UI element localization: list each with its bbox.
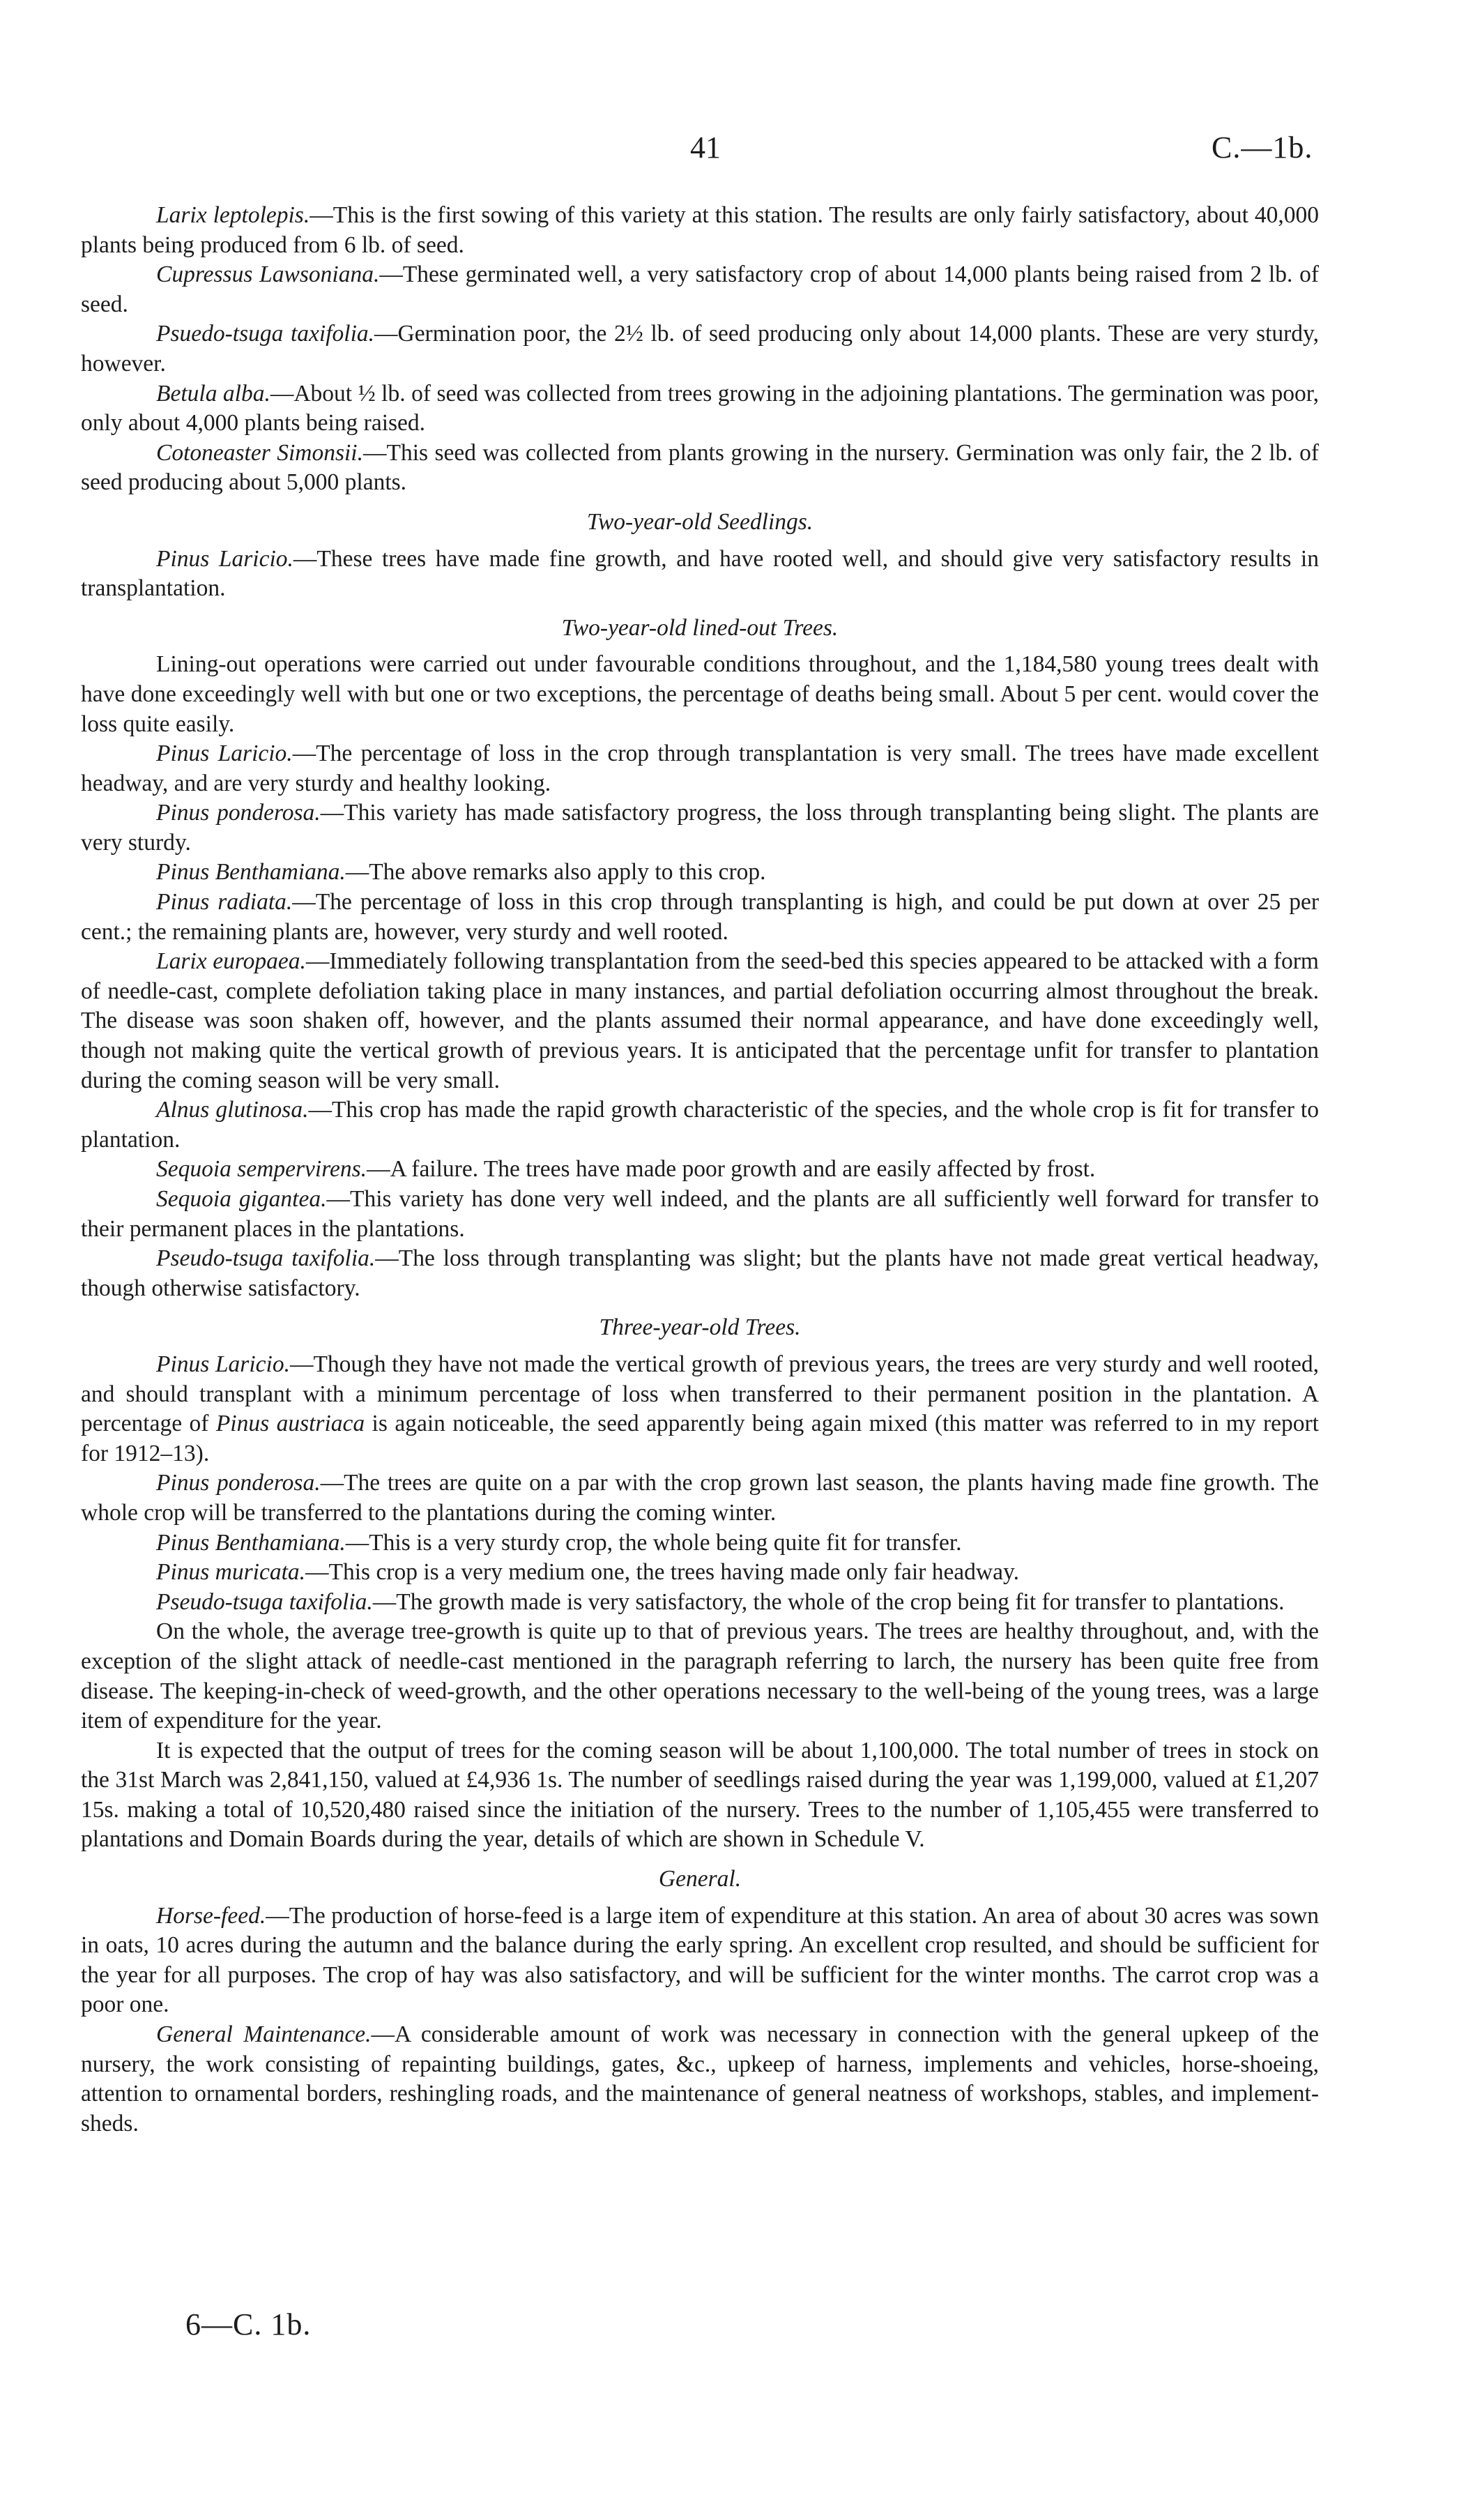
document-reference: C.—1b. <box>1212 130 1313 165</box>
topic-name: Horse-feed. <box>156 1902 266 1929</box>
paragraph-pinus-laricio-three-year <box>81 1350 1319 1468</box>
species-name: Sequoia sempervirens. <box>156 1156 367 1183</box>
species-name: Pinus Laricio. <box>156 1351 290 1377</box>
paragraph-text: —Germination poor, the 2½ lb. of seed producing only about 14,000 plants. These are very sturdy, however. <box>81 321 1319 377</box>
species-name: Pinus ponderosa. <box>156 1470 321 1496</box>
paragraph-text: —A considerable amount of work was necessary in connection with the general upkeep of the nursery, the work consisting of repainting buildings, gates, &c., upkeep of harness, implements and vehicles, horse-shoeing, attention to ornamental borders, reshingling roads, and the maintenance of general neatness of workshops, stables, and implement-sheds. <box>81 2021 1319 2136</box>
species-name: Cotoneaster Simonsii. <box>156 439 363 466</box>
paragraph-pinus-muricata <box>81 1558 1319 1588</box>
paragraph-text: —Though they have not made the vertical growth of previous years, the trees are very sturdy and well rooted, and should transplant with a minimum percentage of loss when transferred to their permanent position in the plantation. A percentage of <box>81 1351 1319 1437</box>
paragraph-text: —The loss through transplanting was slight; but the plants have not made great vertical headway, though otherwise satisfactory. <box>81 1245 1319 1301</box>
paragraph-pinus-laricio-seedlings <box>81 545 1319 604</box>
species-name-inline: Pinus austriaca <box>215 1411 365 1437</box>
paragraph-betula-alba <box>81 379 1319 439</box>
paragraph-text-continued: is again noticeable, the seed apparently being again mixed (this matter was referred to in my report for 1912–13). <box>81 1411 1319 1466</box>
paragraph-sequoia-gigantea <box>81 1185 1319 1244</box>
footer-reference: 6—C. 1b. <box>185 2307 312 2341</box>
species-name: Sequoia gigantea. <box>156 1186 327 1212</box>
species-name: Pseudo-tsuga taxifolia. <box>156 1245 376 1272</box>
paragraph-text: —This variety has done very well indeed, and the plants are all sufficiently well forward for transfer to their permanent places in the plantations. <box>81 1186 1319 1242</box>
species-name: Larix leptolepis. <box>156 202 310 228</box>
paragraph-pinus-benthamiana-three-year <box>81 1528 1319 1558</box>
paragraph-pinus-radiata <box>81 888 1319 947</box>
paragraph-pinus-benthamiana-lined <box>81 858 1319 888</box>
paragraph-text: —This crop has made the rapid growth characteristic of the species, and the whole crop is fit for transfer to plantation. <box>81 1097 1319 1153</box>
species-name: Betula alba. <box>156 380 270 407</box>
species-name: Pinus Benthamiana. <box>156 859 346 886</box>
paragraph-lining-out: Lining-out operations were carried out under favourable conditions throughout, and the 1,184,580 young trees dealt with have done exceedingly well with but one or two exceptions, the percentage of deaths being small. About 5 per cent. would cover the loss quite easily. <box>81 651 1319 737</box>
paragraph-text: —The growth made is very satisfactory, the whole of the crop being fit for transfer to plantations. <box>372 1588 1285 1615</box>
paragraph-text: —This variety has made satisfactory progress, the loss through transplanting being slight. The plants are very sturdy. <box>81 800 1319 856</box>
topic-name: General Maintenance. <box>156 2021 372 2048</box>
paragraph-text: —The above remarks also apply to this crop. <box>345 859 766 886</box>
paragraph-text: —These trees have made fine growth, and have rooted well, and should give very satisfactory results in transplantation. <box>81 545 1319 602</box>
species-name: Pinus Laricio. <box>156 741 293 767</box>
species-name: Pinus ponderosa. <box>156 800 321 826</box>
paragraph-general-growth: On the whole, the average tree-growth is quite up to that of previous years. The trees are healthy throughout, and, with the exception of the slight attack of needle-cast mentioned in the paragraph referring to larch, the nursery has been quite free from disease. The keeping-in-check of weed-growth, and the other operations necessary to the well-being of the young trees, was a large item of expenditure for the year. <box>81 1618 1319 1734</box>
report-body <box>81 201 1319 2139</box>
species-name: Cupressus Lawsoniana. <box>156 261 380 288</box>
paragraph-pinus-ponderosa-three-year <box>81 1468 1319 1528</box>
paragraph-horse-feed <box>81 1902 1319 2020</box>
paragraph-text: —A failure. The trees have made poor growth and are easily affected by frost. <box>367 1156 1096 1183</box>
paragraph-sequoia-sempervirens <box>81 1155 1319 1185</box>
paragraph-output-stock: It is expected that the output of trees for the coming season will be about 1,100,000. The total number of trees in stock on the 31st March was 2,841,150, valued at £4,936 1s. The number of seedlings raised during the year was 1,199,000, valued at £1,207 15s. making a total of 10,520,480 raised since the initiation of the nursery. Trees to the number of 1,105,455 were transferred to plantations and Domain Boards during the year, details of which are shown in Schedule V. <box>81 1737 1319 1853</box>
species-name: Larix europaea. <box>156 948 306 975</box>
paragraph-text: —The production of horse-feed is a large item of expenditure at this station. An area of about 30 acres was sown in oats, 10 acres during the autumn and the balance during the early spring. An excellent crop resulted, and should be sufficient for the year for all purposes. The crop of hay was also satisfactory, and will be sufficient for the winter months. The carrot crop was a poor one. <box>81 1902 1319 2018</box>
paragraph-larix-leptolepis <box>81 201 1319 260</box>
species-name: Pinus muricata. <box>156 1559 306 1586</box>
paragraph-alnus-glutinosa <box>81 1095 1319 1155</box>
section-heading-two-year-lined-out: Two-year-old lined-out Trees. <box>561 614 839 641</box>
paragraph-pinus-laricio-lined <box>81 739 1319 798</box>
paragraph-text: —This is the first sowing of this variety at this station. The results are only fairly satisfactory, about 40,000 plants being produced from 6 lb. of seed. <box>81 202 1319 258</box>
paragraph-cotoneaster <box>81 439 1319 498</box>
species-name: Psuedo-tsuga taxifolia. <box>156 321 374 347</box>
paragraph-pseudo-tsuga-lined <box>81 1244 1319 1303</box>
paragraph-text: —About ½ lb. of seed was collected from trees growing in the adjoining plantations. The germination was poor, only about 4,000 plants being raised. <box>81 380 1319 437</box>
paragraph-psuedo-tsuga <box>81 319 1319 379</box>
paragraph-cupressus <box>81 260 1319 319</box>
paragraph-pseudo-tsuga-three-year <box>81 1588 1319 1618</box>
paragraph-pinus-ponderosa-lined <box>81 798 1319 858</box>
paragraph-text: —The percentage of loss in the crop through transplantation is very small. The trees have made excellent headway, and are very sturdy and healthy looking. <box>81 741 1319 796</box>
species-name: Pseudo-tsuga taxifolia. <box>156 1588 373 1615</box>
paragraph-text: —The percentage of loss in this crop through transplanting is high, and could be put down at over 25 per cent.; the remaining plants are, however, very sturdy and well rooted. <box>81 889 1320 945</box>
paragraph-text: —These germinated well, a very satisfactory crop of about 14,000 plants being raised from 2 lb. of seed. <box>81 261 1320 317</box>
section-heading-two-year-seedlings: Two-year-old Seedlings. <box>586 508 813 535</box>
species-name: Pinus Benthamiana. <box>156 1529 346 1556</box>
section-heading-three-year-trees: Three-year-old Trees. <box>599 1314 801 1341</box>
species-name: Pinus radiata. <box>156 889 293 916</box>
paragraph-larix-europaea <box>81 947 1319 1095</box>
species-name: Alnus glutinosa. <box>156 1097 309 1123</box>
paragraph-text: —Immediately following transplantation from the seed-bed this species appeared to be attacked with a form of needle-cast, complete defoliation taking place in many instances, and partial defoliation occurring almost throughout the break. The disease was soon shaken off, however, and the plants assumed their normal appearance, and have done exceedingly well, though not making quite the vertical growth of previous years. It is anticipated that the percentage unfit for transfer to plantation during the coming season will be very small. <box>81 948 1319 1093</box>
paragraph-text: —This crop is a very medium one, the trees having made only fair headway. <box>305 1559 1019 1586</box>
paragraph-text: —This is a very sturdy crop, the whole being quite fit for transfer. <box>345 1529 962 1556</box>
paragraph-text: —This seed was collected from plants growing in the nursery. Germination was only fair, the 2 lb. of seed producing about 5,000 plants. <box>81 439 1319 496</box>
paragraph-general-maintenance <box>81 2020 1319 2139</box>
section-heading-general: General. <box>658 1866 742 1892</box>
page-number: 41 <box>690 130 721 165</box>
species-name: Pinus Laricio. <box>156 545 293 572</box>
paragraph-text: —The trees are quite on a par with the crop grown last season, the plants having made fine growth. The whole crop will be transferred to the plantations during the coming winter. <box>81 1470 1319 1526</box>
